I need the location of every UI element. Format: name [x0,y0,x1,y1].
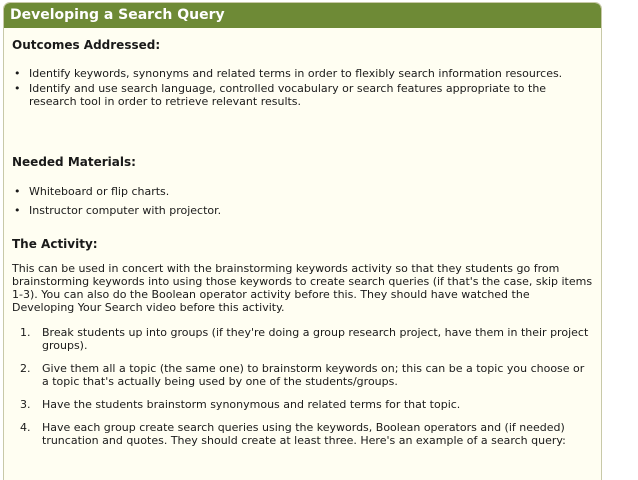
step-item [12,398,594,411]
panel-title: Developing a Search Query [4,3,601,28]
step-number: 4. [20,421,31,434]
list-item [12,67,592,80]
materials-heading: Needed Materials: [12,155,136,169]
bullet-icon: • [14,204,21,217]
step-text: Give them all a topic (the same one) to brainstorm keywords on; this can be a topic you choose or a topic that's actually being used by one of the students/groups. [42,362,585,388]
activity-intro: This can be used in concert with the brainstorming keywords activity so that they students go from brainstorming keywords into using those keywords to create search queries (if that's the case, skip items 1-3). You can also do the Boolean operator activity before this. They should have watched the Developing Your Search video before this activity. [12,262,593,314]
activity-heading: The Activity: [12,237,98,251]
step-item [12,326,594,352]
step-number: 2. [20,362,31,375]
activity-panel [3,2,602,480]
outcomes-list [12,67,592,108]
materials-list [12,185,592,217]
list-item [12,82,592,108]
step-number: 1. [20,326,31,339]
bullet-icon: • [14,67,21,80]
outcome-text: Identify keywords, synonyms and related terms in order to flexibly search information resources. [29,67,563,80]
step-text: Have each group create search queries using the keywords, Boolean operators and (if needed) truncation and quotes. They should create at least three. Here's an example of a search query: [42,421,566,447]
bullet-icon: • [14,82,21,95]
step-item [12,362,594,388]
step-text: Break students up into groups (if they're doing a group research project, have them in their project groups). [42,326,589,352]
activity-steps [12,326,594,447]
step-text: Have the students brainstorm synonymous and related terms for that topic. [42,398,461,411]
bullet-icon: • [14,185,21,198]
step-item [12,421,594,447]
outcomes-heading: Outcomes Addressed: [12,38,161,52]
step-number: 3. [20,398,31,411]
material-text: Whiteboard or flip charts. [29,185,170,198]
material-text: Instructor computer with projector. [29,204,222,217]
list-item [12,185,592,198]
list-item [12,204,592,217]
outcome-text: Identify and use search language, controlled vocabulary or search features appropriate to the research tool in order to retrieve relevant results. [29,82,547,108]
